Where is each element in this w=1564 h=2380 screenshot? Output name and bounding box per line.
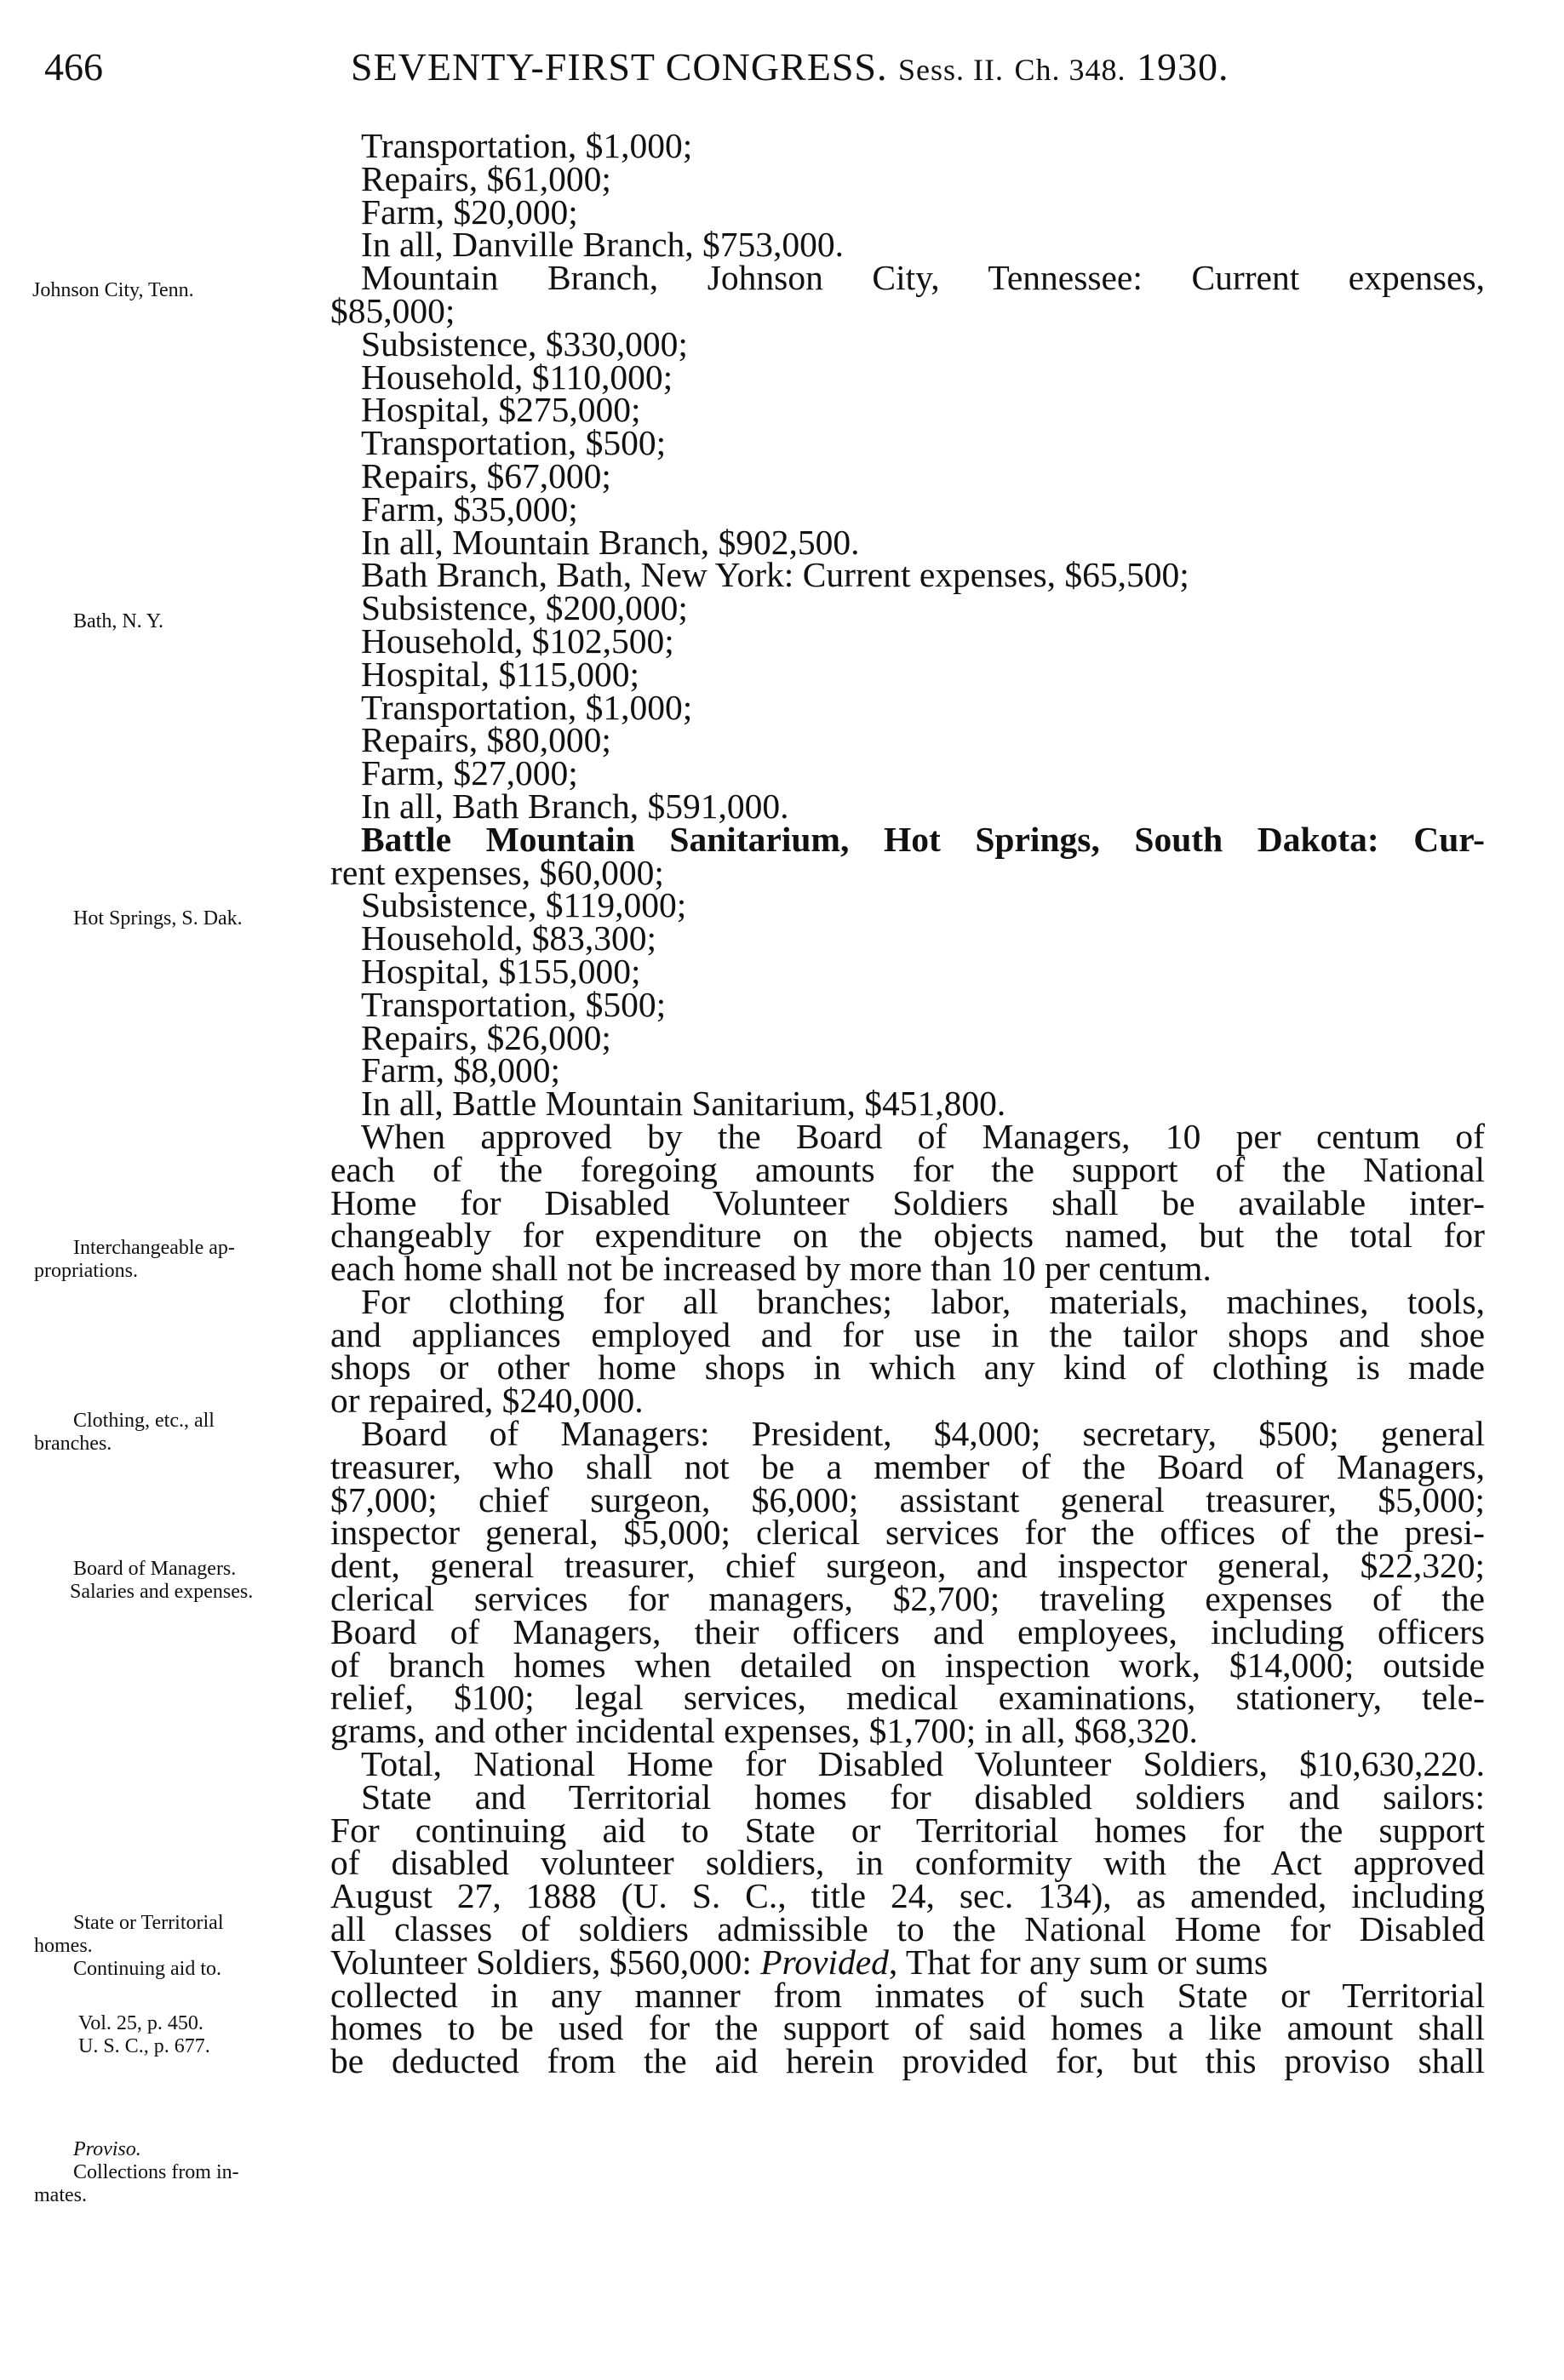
text-line: In all, Battle Mountain Sanitarium, $451,800. — [361, 1084, 1006, 1124]
text-line: be deducted from the aid herein provided for, but this proviso shall — [330, 2041, 1485, 2081]
title-session: Sess. II. — [897, 53, 1004, 87]
text-line: In all, Mountain Branch, $902,500. — [361, 522, 860, 562]
margin-note-line: U. S. C., p. 677. — [78, 2035, 210, 2057]
statute-text — [330, 126, 1485, 2081]
text-line: Household, $83,300; — [361, 918, 656, 958]
text-line: Board of Managers, their officers and employees, including officers — [330, 1611, 1485, 1651]
text-line: Hospital, $115,000; — [361, 654, 639, 694]
margin-note-line: Board of Managers. — [73, 1558, 237, 1580]
margin-note-line: Collections from in- — [73, 2161, 239, 2183]
margin-note-line: propriations. — [34, 1260, 138, 1282]
text-line: each home shall not be increased by more than 10 per centum. — [330, 1249, 1212, 1289]
text-line: Mountain Branch, Johnson City, Tennessee: Current expenses, — [361, 258, 1485, 298]
text-line: treasurer, who shall not be a member of the Board of Managers, — [330, 1446, 1485, 1486]
text-line: each of the foregoing amounts for the support of the National — [330, 1149, 1485, 1189]
text-line: Bath Branch, Bath, New York: Current expenses, $65,500; — [361, 555, 1189, 595]
margin-note-board — [70, 1558, 254, 1604]
text-line: of branch homes when detailed on inspection work, $14,000; outside — [330, 1645, 1485, 1685]
text-line: $7,000; chief surgeon, $6,000; assistant general treasurer, $5,000; — [330, 1479, 1485, 1519]
text-line: relief, $100; legal services, medical examinations, stationery, tele- — [330, 1678, 1485, 1718]
margin-note-line: Continuing aid to. — [73, 1958, 221, 1980]
text-line: Repairs, $26,000; — [361, 1017, 611, 1057]
text-line: For continuing aid to State or Territorial homes for the support — [330, 1810, 1485, 1850]
text-line: changeably for expenditure on the objects named, but the total for — [330, 1216, 1485, 1256]
text-line: For clothing for all branches; labor, materials, machines, tools, — [361, 1281, 1485, 1321]
margin-note-line: Salaries and expenses. — [70, 1581, 254, 1603]
text-line: Farm, $27,000; — [361, 753, 578, 793]
title-year: 1930. — [1137, 45, 1229, 89]
text-line: Repairs, $80,000; — [361, 720, 611, 760]
margin-note-line: mates. — [34, 2184, 87, 2206]
text-line: Home for Disabled Volunteer Soldiers shall be available inter- — [330, 1182, 1485, 1222]
margin-note-state — [34, 1912, 224, 1981]
margin-note-vol — [78, 2012, 210, 2058]
text-line: Transportation, $1,000; — [361, 126, 693, 165]
provided-italic: Provided — [760, 1942, 889, 1982]
text-line: In all, Danville Branch, $753,000. — [361, 225, 845, 265]
page-number: 466 — [44, 45, 103, 89]
text-line: Hospital, $155,000; — [361, 951, 641, 991]
text-line: of disabled volunteer soldiers, in conformity with the Act approved — [330, 1843, 1485, 1883]
text-line: dent, general treasurer, chief surgeon, and inspector general, $22,320; — [330, 1546, 1485, 1586]
text-line: Subsistence, $200,000; — [361, 588, 688, 628]
text-line: Subsistence, $330,000; — [361, 323, 688, 363]
margin-note-proviso — [34, 2138, 239, 2207]
text-segment: Volunteer Soldiers, $560,000: — [330, 1942, 761, 1982]
text-line: or repaired, $240,000. — [330, 1381, 644, 1421]
text-line: When approved by the Board of Managers, 10 per centum of — [361, 1116, 1485, 1156]
text-line: Farm, $8,000; — [361, 1050, 561, 1090]
text-line: Subsistence, $119,000; — [361, 885, 687, 925]
text-line: Board of Managers: President, $4,000; secretary, $500; general — [361, 1414, 1485, 1454]
text-line: Farm, $20,000; — [361, 192, 578, 232]
title-congress: SEVENTY-FIRST CONGRESS. — [351, 45, 888, 89]
text-line: clerical services for managers, $2,700; traveling expenses of the — [330, 1579, 1485, 1619]
text-line: Total, National Home for Disabled Volunteer Soldiers, $10,630,220. — [361, 1744, 1485, 1784]
text-line: Transportation, $1,000; — [361, 687, 693, 727]
text-line: $85,000; — [330, 290, 455, 330]
text-line: shops or other home shops in which any kind of clothing is made — [330, 1347, 1485, 1387]
text-line: Transportation, $500; — [361, 423, 667, 463]
text-line — [330, 1942, 1485, 1982]
title-chapter: Ch. 348. — [1014, 53, 1126, 87]
margin-note-interchangeable — [34, 1237, 235, 1283]
text-line: Repairs, $61,000; — [361, 158, 611, 198]
margin-note-line: Clothing, etc., all — [73, 1410, 215, 1432]
margin-note-bath: Bath, N. Y. — [73, 610, 164, 632]
text-line: Transportation, $500; — [361, 984, 667, 1024]
text-line: homes to be used for the support of said homes a like amount shall — [330, 2008, 1485, 2048]
text-line: In all, Bath Branch, $591,000. — [361, 786, 789, 826]
text-line: collected in any manner from inmates of such State or Territorial — [330, 1975, 1485, 2015]
margin-note-line: homes. — [34, 1935, 93, 1957]
running-header — [0, 44, 1564, 95]
text-line: August 27, 1888 (U. S. C., title 24, sec. 134), as amended, including — [330, 1876, 1485, 1916]
margin-note-clothing — [34, 1410, 215, 1456]
margin-note-johnson-city: Johnson City, Tenn. — [32, 279, 194, 301]
text-line: Battle Mountain Sanitarium, Hot Springs, South Dakota: Cur- — [361, 819, 1485, 859]
text-line: rent expenses, $60,000; — [330, 852, 664, 892]
margin-note-line: branches. — [34, 1433, 112, 1455]
text-line: inspector general, $5,000; clerical services for the offices of the presi- — [330, 1513, 1485, 1553]
margin-note-line: Vol. 25, p. 450. — [78, 2012, 203, 2034]
text-line: Farm, $35,000; — [361, 489, 578, 529]
margin-note-line: Proviso. — [73, 2138, 141, 2160]
margin-note-line: Interchangeable ap- — [73, 1237, 235, 1259]
running-title — [351, 44, 1229, 89]
margin-note-hot-springs: Hot Springs, S. Dak. — [73, 907, 243, 930]
text-line: State and Territorial homes for disabled soldiers and sailors: — [361, 1776, 1485, 1816]
text-segment: , That for any sum or sums — [888, 1942, 1269, 1982]
text-line: Household, $110,000; — [361, 357, 673, 397]
text-line: all classes of soldiers admissible to the National Home for Disabled — [330, 1909, 1485, 1949]
text-line: Household, $102,500; — [361, 621, 674, 661]
text-line: Hospital, $275,000; — [361, 390, 641, 430]
text-line: Repairs, $67,000; — [361, 455, 611, 495]
text-line: and appliances employed and for use in the tailor shops and shoe — [330, 1314, 1485, 1354]
text-line: grams, and other incidental expenses, $1,700; in all, $68,320. — [330, 1711, 1198, 1751]
margin-note-line: State or Territorial — [73, 1912, 224, 1934]
